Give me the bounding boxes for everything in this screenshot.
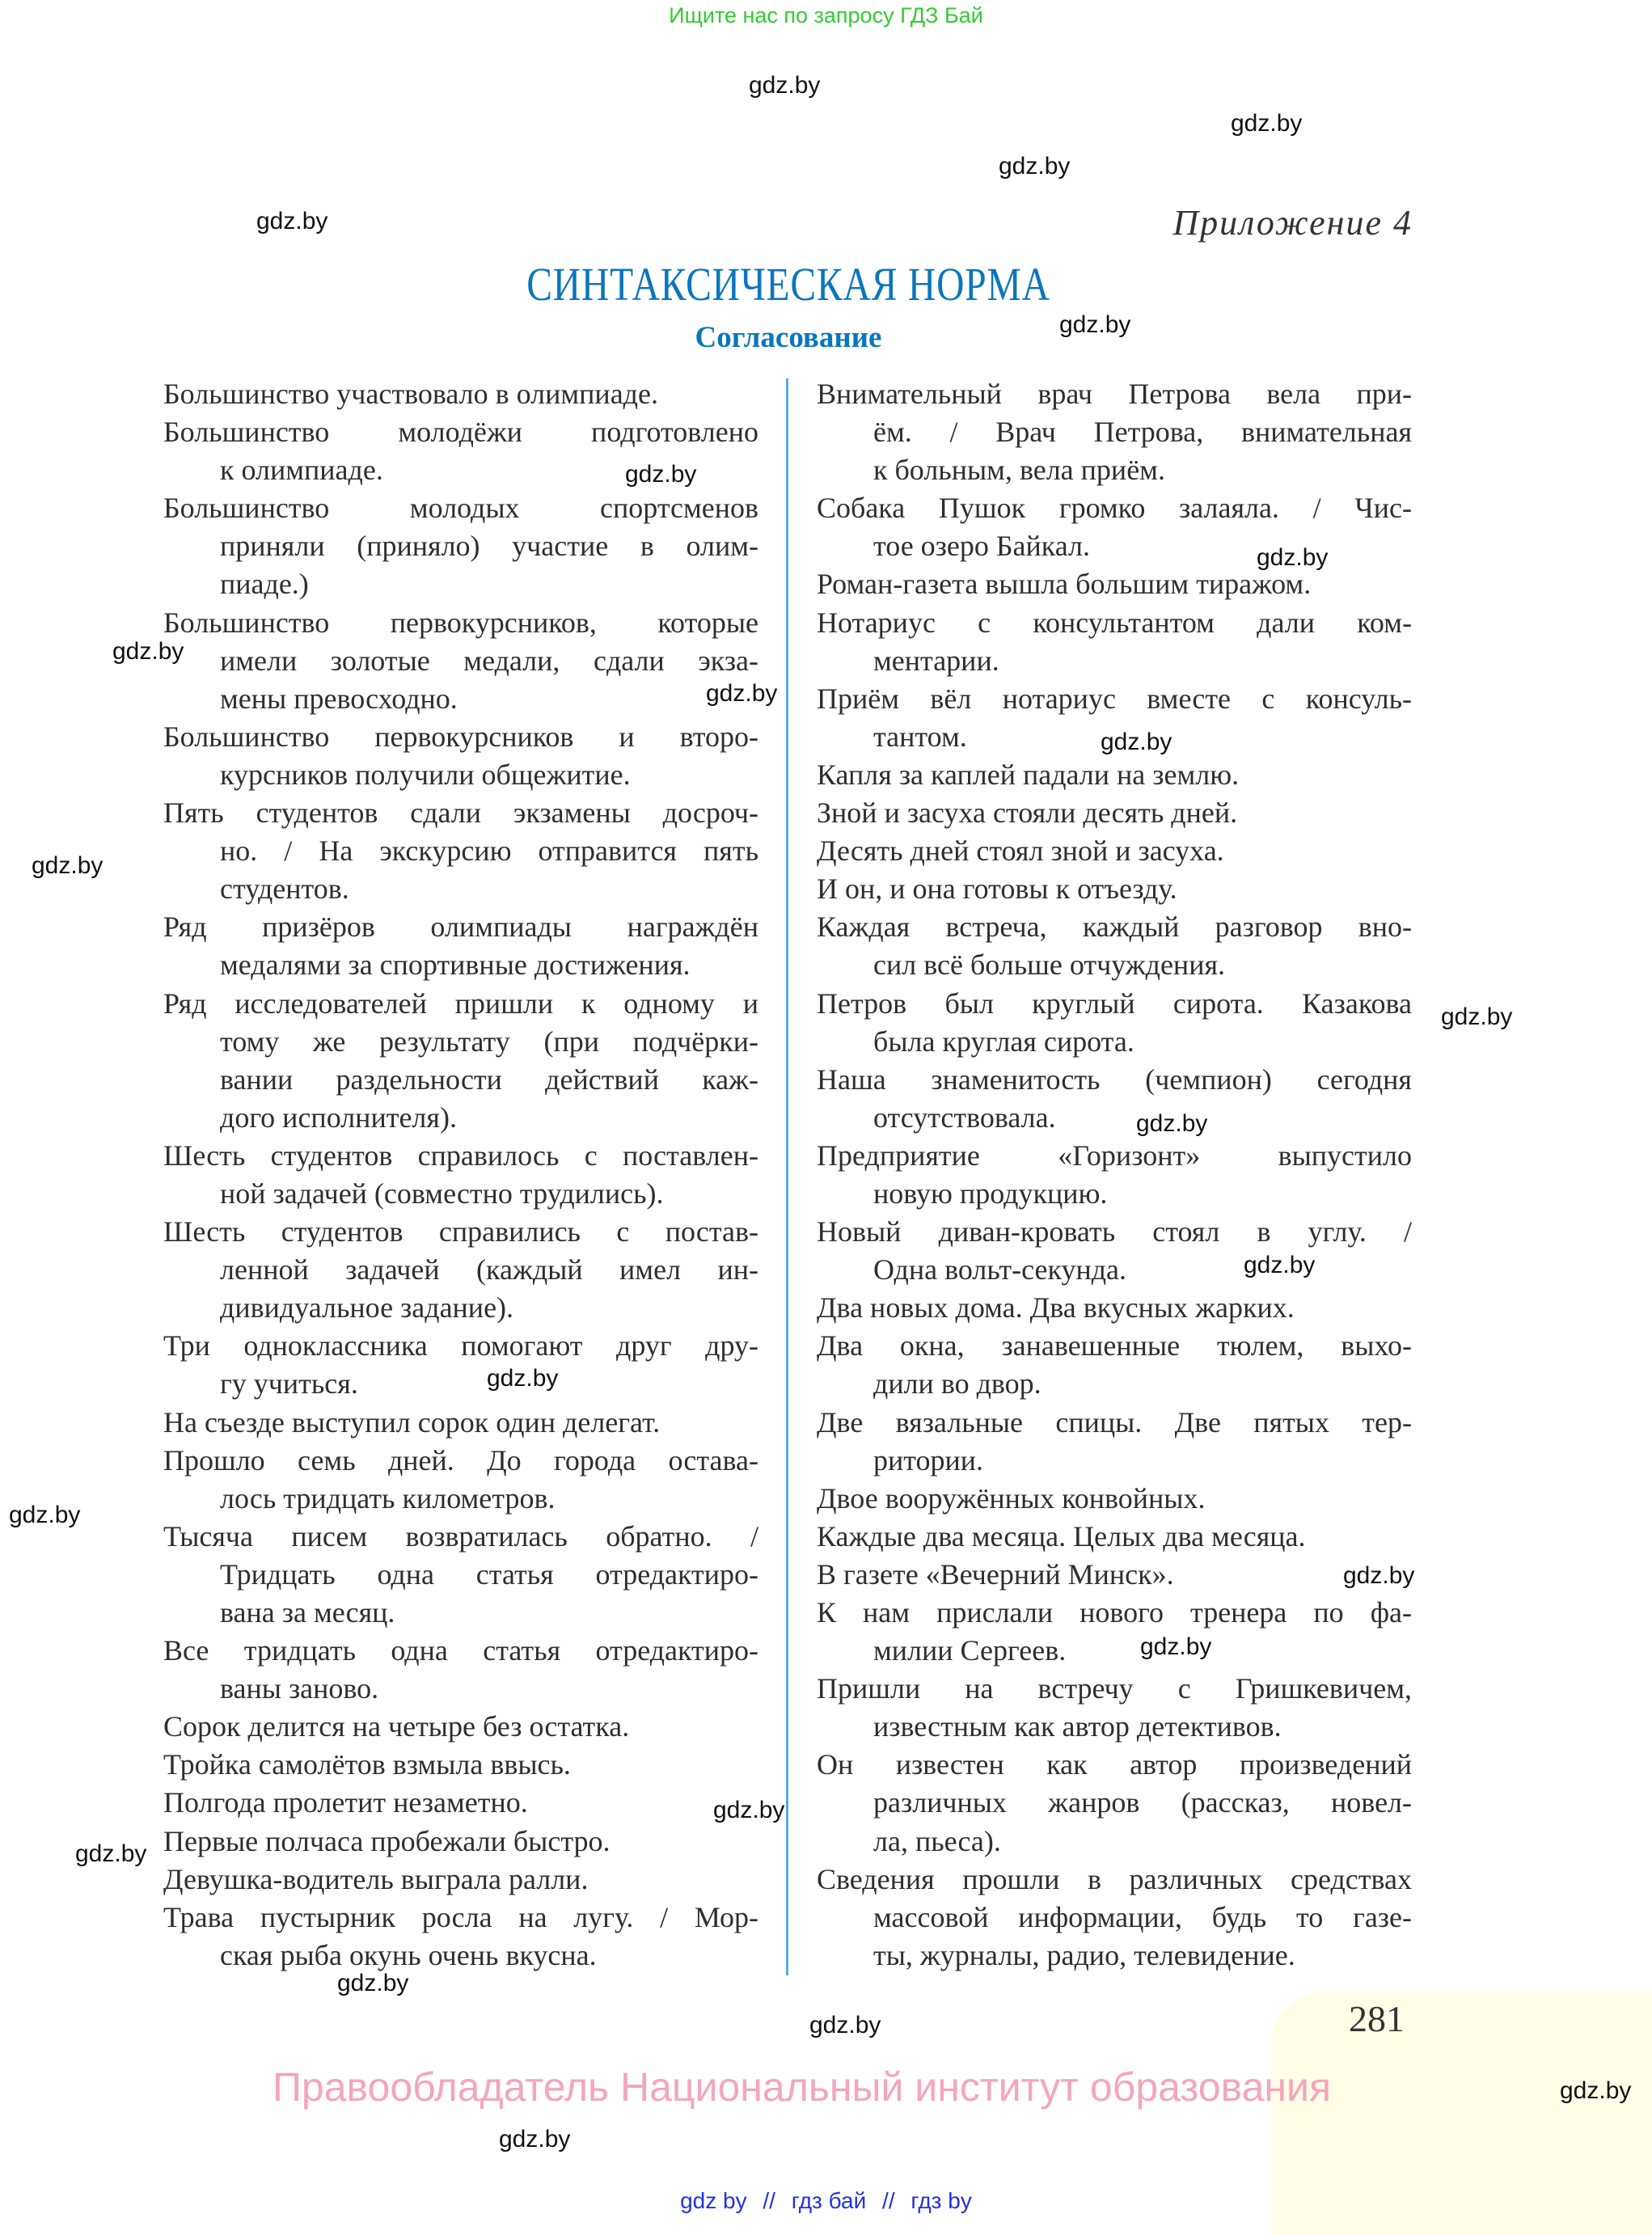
example-line: новую продукцию. bbox=[873, 1177, 1108, 1210]
example-entry bbox=[817, 1480, 1412, 1518]
example-entry bbox=[163, 1137, 758, 1213]
example-entry bbox=[163, 1899, 758, 1975]
example-line: вана за месяц. bbox=[220, 1596, 395, 1629]
example-entry bbox=[817, 870, 1412, 908]
example-entry bbox=[817, 908, 1412, 984]
example-entry bbox=[163, 1632, 758, 1708]
example-line: Ряд исследователей пришли к одному и bbox=[163, 987, 758, 1020]
example-line: к олимпиаде. bbox=[220, 454, 383, 487]
example-line: Девушка-водитель выграла ралли. bbox=[163, 1862, 589, 1895]
example-entry bbox=[163, 985, 758, 1137]
example-line: Роман-газета вышла большим тиражом. bbox=[817, 568, 1312, 601]
example-line: В газете «Вечерний Минск». bbox=[817, 1557, 1174, 1591]
example-entry bbox=[817, 756, 1412, 794]
example-entry bbox=[817, 1746, 1412, 1860]
example-line: приняли (приняло) участие в олим- bbox=[220, 530, 758, 563]
example-line: Два новых дома. Два вкусных жарких. bbox=[817, 1291, 1295, 1325]
left-column bbox=[163, 375, 758, 1975]
example-line: к больным, вела приём. bbox=[873, 454, 1165, 487]
gdz-watermark: gdz.by bbox=[32, 852, 104, 879]
example-line: К нам прислали нового тренера по фа- bbox=[817, 1596, 1412, 1629]
example-line: известным как автор детективов. bbox=[873, 1710, 1282, 1743]
example-entry bbox=[817, 794, 1412, 832]
gdz-watermark: gdz.by bbox=[1244, 1252, 1316, 1278]
example-line: различных жанров (рассказ, новел- bbox=[873, 1786, 1412, 1819]
example-entry bbox=[817, 1404, 1412, 1480]
gdz-watermark: gdz.by bbox=[809, 2012, 881, 2039]
right-column bbox=[817, 375, 1415, 1975]
example-entry bbox=[163, 375, 758, 413]
example-line: Прошло семь дней. До города остава- bbox=[163, 1443, 758, 1477]
example-entry bbox=[817, 1061, 1412, 1137]
example-line: Большинство первокурсников и второ- bbox=[163, 720, 758, 753]
example-line: Трава пустырник росла на лугу. / Мор- bbox=[163, 1900, 758, 1933]
example-line: имели золотые медали, сдали экза- bbox=[220, 644, 758, 677]
example-line: Пять студентов сдали экзамены досроч- bbox=[163, 796, 758, 830]
example-line: тое озеро Байкал. bbox=[873, 530, 1090, 563]
example-entry bbox=[817, 1861, 1412, 1975]
gdz-watermark: gdz.by bbox=[749, 72, 821, 99]
gdz-watermark: gdz.by bbox=[75, 1840, 147, 1867]
example-line: дого исполнителя). bbox=[220, 1101, 457, 1134]
example-line: Большинство участвовало в олимпиаде. bbox=[163, 378, 658, 410]
gdz-watermark: gdz.by bbox=[1257, 544, 1329, 571]
example-line: Собака Пушок громко залаяла. / Чис- bbox=[817, 492, 1412, 525]
example-line: Каждые два месяца. Целых два месяца. bbox=[817, 1519, 1306, 1553]
gdz-watermark: gdz.by bbox=[1231, 110, 1303, 137]
example-line: Предприятие «Горизонт» выпустило bbox=[817, 1139, 1412, 1172]
example-line: ты, журналы, радио, телевидение. bbox=[873, 1938, 1295, 1971]
example-line: была круглая сирота. bbox=[873, 1025, 1134, 1058]
example-entry bbox=[163, 794, 758, 908]
top-search-note: Ищите нас по запросу ГДЗ Бай bbox=[669, 3, 983, 27]
example-line: Три одноклассника помогают друг дру- bbox=[163, 1329, 758, 1363]
page-number: 281 bbox=[1349, 1998, 1405, 2039]
example-line: массовой информации, будь то газе- bbox=[873, 1900, 1412, 1933]
example-line: Тройка самолётов взмыла ввысь. bbox=[163, 1748, 571, 1781]
example-line: Большинство первокурсников, которые bbox=[163, 606, 758, 639]
example-line: Два окна, занавешенные тюлем, выхо- bbox=[817, 1329, 1412, 1363]
example-line: Сведения прошли в различных средствах bbox=[817, 1862, 1412, 1895]
example-line: курсников получили общежитие. bbox=[220, 758, 631, 791]
example-line: Наша знаменитость (чемпион) сегодня bbox=[817, 1063, 1412, 1096]
example-line: мены превосходно. bbox=[220, 682, 458, 715]
example-line: Шесть студентов справилось с поставлен- bbox=[163, 1139, 758, 1172]
example-line: Двое вооружённых конвойных. bbox=[817, 1481, 1206, 1515]
gdz-watermark: gdz.by bbox=[625, 461, 697, 488]
appendix-label: Приложение 4 bbox=[1172, 203, 1413, 243]
example-line: ваны заново. bbox=[220, 1672, 379, 1705]
example-line: ментарии. bbox=[873, 644, 999, 677]
example-line: Все тридцать одна статья отредактиро- bbox=[163, 1634, 758, 1667]
gdz-watermark: gdz.by bbox=[713, 1797, 785, 1823]
example-entry bbox=[163, 1213, 758, 1327]
gdz-watermark: gdz.by bbox=[1343, 1562, 1415, 1589]
example-entry bbox=[817, 1670, 1412, 1746]
example-entry bbox=[163, 1708, 758, 1746]
gdz-watermark: gdz.by bbox=[1101, 729, 1172, 755]
example-line: ленной задачей (каждый имел ин- bbox=[220, 1253, 758, 1286]
example-entry bbox=[817, 1289, 1412, 1327]
example-line: тантом. bbox=[873, 720, 967, 753]
gdz-watermark: gdz.by bbox=[1059, 311, 1131, 338]
gdz-watermark: gdz.by bbox=[487, 1365, 559, 1392]
gdz-watermark: gdz.by bbox=[1441, 1003, 1513, 1030]
example-line: ной задачей (совместно трудились). bbox=[220, 1177, 664, 1210]
gdz-watermark: gdz.by bbox=[112, 638, 184, 665]
example-line: Тридцать одна статья отредактиро- bbox=[220, 1557, 758, 1591]
example-line: отсутствовала. bbox=[873, 1101, 1056, 1134]
example-line: Большинство молодёжи подготовлено bbox=[163, 416, 758, 449]
example-entry bbox=[817, 1594, 1412, 1670]
example-line: медалями за спортивные достижения. bbox=[220, 949, 691, 982]
example-entry bbox=[817, 1213, 1412, 1289]
gdz-watermark: gdz.by bbox=[499, 2126, 571, 2153]
example-line: ритории. bbox=[873, 1443, 984, 1477]
footer-separator: // bbox=[763, 2188, 775, 2213]
example-line: лось тридцать километров. bbox=[220, 1481, 556, 1515]
example-line: Капля за каплей падали на землю. bbox=[817, 758, 1240, 791]
example-line: На съезде выступил сорок один делегат. bbox=[163, 1405, 661, 1439]
example-line: тому же результату (при подчёрки- bbox=[220, 1025, 758, 1058]
example-line: Новый диван-кровать стоял в углу. / bbox=[817, 1215, 1412, 1248]
example-line: ская рыба окунь очень вкусна. bbox=[220, 1938, 597, 1971]
gdz-watermark: gdz.by bbox=[256, 208, 328, 234]
footer-separator: // bbox=[882, 2188, 895, 2213]
gdz-watermark: gdz.by bbox=[1560, 2077, 1632, 2104]
example-line: гу учиться. bbox=[220, 1367, 358, 1401]
example-line: вании раздельности действий каж- bbox=[220, 1063, 758, 1096]
gdz-watermark: gdz.by bbox=[9, 1502, 81, 1528]
example-line: Петров был круглый сирота. Казакова bbox=[817, 987, 1412, 1020]
gdz-watermark: gdz.by bbox=[337, 1970, 409, 1996]
page-title: СИНТАКСИЧЕСКАЯ НОРМА bbox=[526, 258, 1050, 311]
example-line: студентов. bbox=[220, 872, 349, 906]
example-line: Десять дней стоял зной и засуха. bbox=[817, 834, 1224, 868]
example-entry bbox=[163, 1327, 758, 1403]
example-line: милии Сергеев. bbox=[873, 1634, 1067, 1667]
example-line: Нотариус с консультантом дали ком- bbox=[817, 606, 1412, 639]
copyright-notice: Правообладатель Национальный институт образования bbox=[272, 2064, 1332, 2110]
footer-link-gdz-bai[interactable]: гдз бай bbox=[791, 2188, 867, 2213]
example-line: дивидуальное задание). bbox=[220, 1291, 514, 1325]
example-line: Полгода пролетит незаметно. bbox=[163, 1786, 528, 1819]
example-entry bbox=[163, 1861, 758, 1899]
example-entry bbox=[163, 908, 758, 984]
example-line: Шесть студентов справились с постав- bbox=[163, 1215, 758, 1248]
example-line: Пришли на встречу с Гришкевичем, bbox=[817, 1672, 1412, 1705]
example-entry bbox=[163, 1442, 758, 1518]
gdz-watermark: gdz.by bbox=[999, 153, 1071, 180]
example-entry bbox=[163, 604, 758, 718]
example-line: Большинство молодых спортсменов bbox=[163, 492, 758, 525]
example-line: но. / На экскурсию отправится пять bbox=[220, 834, 758, 868]
footer-link-gdz-by[interactable]: gdz by bbox=[680, 2188, 747, 2213]
example-entry bbox=[163, 718, 758, 794]
example-entry bbox=[817, 1137, 1412, 1213]
example-line: сил всё больше отчуждения. bbox=[873, 949, 1226, 982]
gdz-watermark: gdz.by bbox=[706, 680, 778, 707]
example-line: Приём вёл нотариус вместе с консуль- bbox=[817, 682, 1412, 715]
gdz-watermark: gdz.by bbox=[1140, 1633, 1212, 1660]
example-line: Сорок делится на четыре без остатка. bbox=[163, 1710, 630, 1743]
example-line: И он, и она готовы к отъезду. bbox=[817, 872, 1177, 906]
example-line: Ряд призёров олимпиады награждён bbox=[163, 910, 758, 944]
gdz-watermark: gdz.by bbox=[1136, 1110, 1208, 1137]
example-entry bbox=[817, 375, 1412, 489]
example-line: Первые полчаса пробежали быстро. bbox=[163, 1824, 611, 1857]
example-entry bbox=[817, 832, 1412, 870]
footer-links bbox=[0, 2188, 1652, 2214]
column-divider bbox=[786, 378, 788, 1975]
example-entry bbox=[163, 1823, 758, 1861]
example-line: Внимательный врач Петрова вела при- bbox=[817, 378, 1412, 410]
example-line: Одна вольт-секунда. bbox=[873, 1253, 1127, 1286]
example-entry bbox=[817, 1327, 1412, 1403]
section-subtitle: Согласование bbox=[695, 321, 882, 354]
footer-link-gdz-by-2[interactable]: гдз by bbox=[911, 2188, 972, 2213]
example-line: Каждая встреча, каждый разговор вно- bbox=[817, 910, 1412, 944]
example-entry bbox=[817, 985, 1412, 1061]
example-entry bbox=[163, 489, 758, 603]
example-entry bbox=[163, 1518, 758, 1632]
example-line: ём. / Врач Петрова, внимательная bbox=[873, 416, 1412, 449]
example-entry bbox=[163, 1784, 758, 1822]
example-line: Зной и засуха стояли десять дней. bbox=[817, 796, 1238, 830]
example-entry bbox=[817, 1518, 1412, 1556]
example-line: Он известен как автор произведений bbox=[817, 1748, 1412, 1781]
example-entry bbox=[163, 1746, 758, 1784]
example-line: дили во двор. bbox=[873, 1367, 1041, 1401]
example-line: Тысяча писем возвратилась обратно. / bbox=[163, 1519, 758, 1553]
example-entry bbox=[163, 1404, 758, 1442]
example-line: пиаде.) bbox=[220, 568, 309, 601]
example-line: ла, пьеса). bbox=[873, 1824, 1001, 1857]
example-line: Две вязальные спицы. Две пятых тер- bbox=[817, 1405, 1412, 1439]
example-entry bbox=[817, 604, 1412, 680]
example-entry bbox=[817, 1556, 1415, 1594]
